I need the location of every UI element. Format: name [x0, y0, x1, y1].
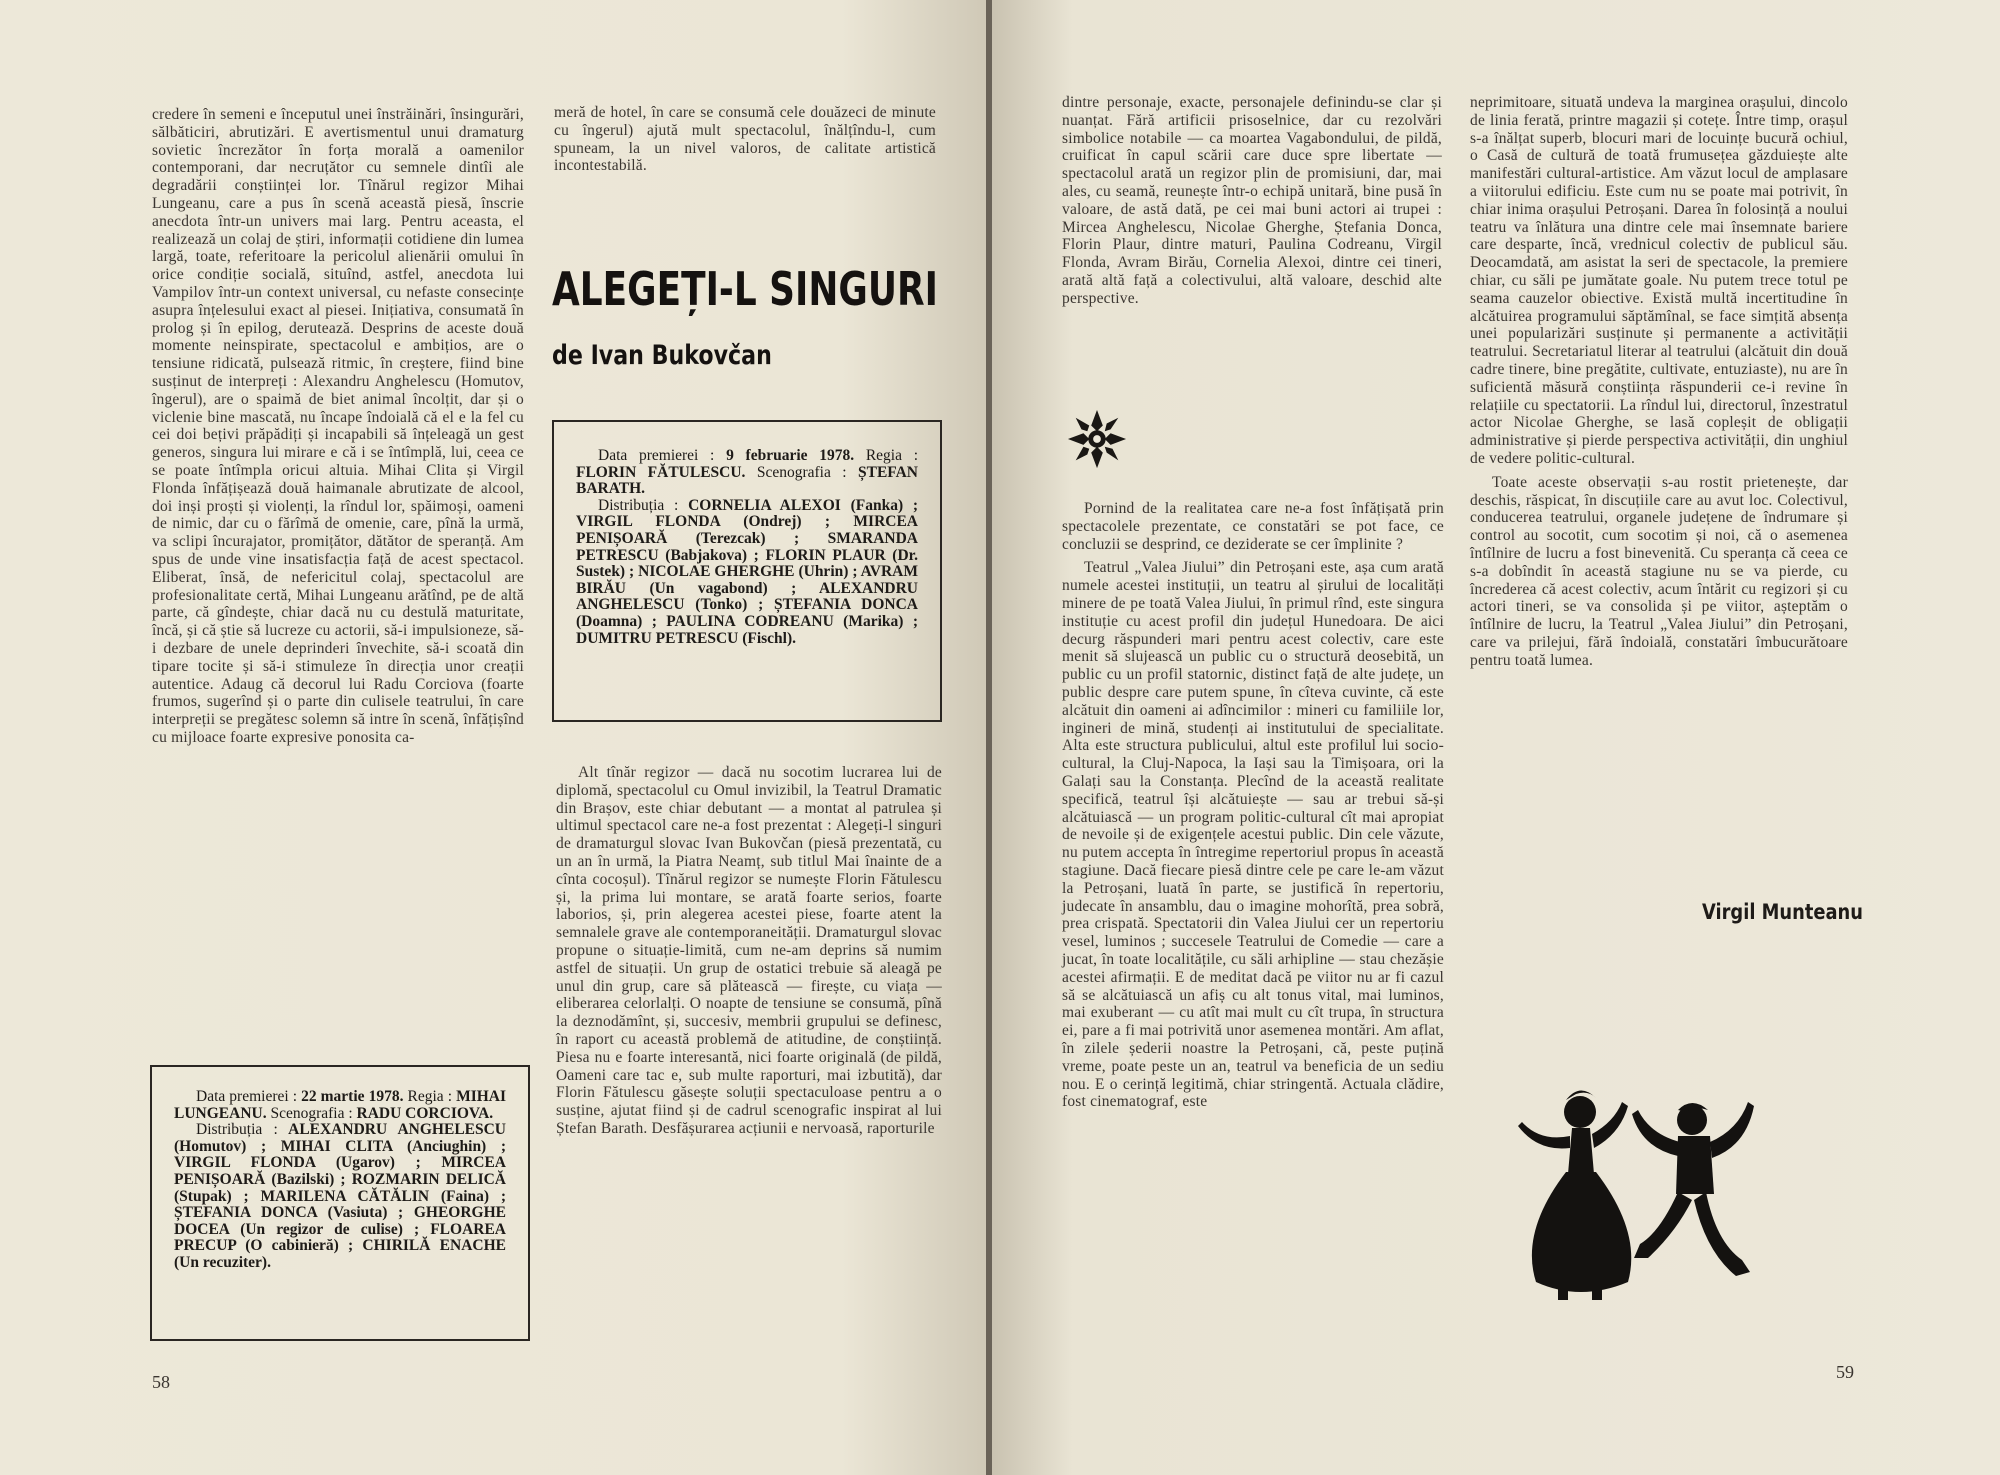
- right-column-1-top: [1062, 94, 1442, 314]
- left-page: [0, 0, 990, 1475]
- premiere-date: 9 februarie 1978.: [726, 447, 855, 464]
- author-signature: Virgil Munteanu: [1702, 900, 1863, 924]
- director-value: MIHAI LUNGEANU.: [174, 1088, 507, 1122]
- scenography-value: RADU CORCIOVA.: [356, 1104, 494, 1122]
- cast-label: Distribuția :: [196, 1121, 278, 1139]
- paragraph: Pornind de la realitatea care ne-a fost înfățișată prin spectacolele prezentate, ce constatări se pot face, ce concluzii se desprind, ce deziderate se cer împlinite ?: [1062, 500, 1444, 553]
- premiere-date: 22 martie 1978.: [301, 1088, 404, 1105]
- article-title: ALEGEȚI-L SINGURI: [552, 262, 938, 316]
- paragraph: neprimitoare, situată undeva la marginea orașului, dincolo de linia ferată, printre magazii și cotețe. Între timp, orașul s-a înălțat superb, blocuri mari de locuințe bucură ochiul, o Casă de cultură de toată frumusețea găzduiește alte manifestări cultural-artistice. Am văzut locul de amplasare a viitorului edificiu. Este cum nu se poate mai potrivit, în chiar inima orașului Petroșani. Darea în folosință a noului teatru va înlătura una dintre cele mai însemnate bariere care desparte, încă, vrednicul colectiv de publicul său. Deocamdată, am asistat la seri de spectacole, la premiere chiar, cu săli pe jumătate goale. Nu putem trece totul pe seama cauzelor obiective. Există multă incertitudine în alcătuirea programului săptămînal, se face simțită absența unei popularizări susținute și permanente a activității teatrului. Secretariatul literar al teatrului (alcătuit din două cadre tinere, bine pregătite, cultivate, entuziaste), nu are în suficientă măsură conștiința răspunderii ce-i revine în relațiile cu spectatorii. La rîndul lui, directorul, înzestratul actor Nicolae Gherghe, se lasă copleșit de obligații administrative și pierde perspectiva activității, din unghiul de vedere politic-cultural.: [1470, 94, 1848, 467]
- left-column-1: [152, 106, 524, 753]
- paragraph: Teatrul „Valea Jiului” din Petroșani este, așa cum arată numele acestei instituții, un teatru al șirului de localități minere de pe toată Valea Jiului, în primul rînd, este singura instituție cu acest profil din județul Hunedoara. De aici decurg răspunderi mari pentru acest colectiv, care este menit să slujească un public cu o structură deosebită, un public cu un profil statornic, distinct față de alte județe, un public despre care putem spune, în cîteva cuvinte, că este alcătuit din oameni ai adîncimilor : mineri cu familiile lor, ingineri de mină, studenți ai institutului de specialitate. Alta este structura publicului, altul este profilul lui socio-cultural, la Cluj-Napoca, la Iași sau la Timișoara, ori la Galați sau la Constanța. Plecînd de la această realitate specifică, teatrul își alcătuiește — sau ar trebui să-și alcătuiască — un program politic-cultural cît mai apropiat de nevoile și de exigențele acestui public. Din cele văzute, nu putem accepta în întregime repertoriul propus în această stagiune. Dacă fiecare piesă dintre cele pe care le-am văzut la Petroșani, luată în parte, se justifică în repertoriu, judecate în ansamblu, dau o imagine mohorîtă, prea sobră, prea crispată. Spectatorii din Valea Jiului cer un repertoriu vesel, luminos ; succesele Teatrului de Comedie — care a jucat, în toate localitățile, cu săli arhipline — stau chezășie acestei afirmații. E de meditat dacă pe viitor nu ar fi cazul să se alcătuiască un afiș cu alt tonus vital, mai luminos, mai exuberant — cu atît mai mult cu cît trupa, în structura ei, pare a fi mai potrivită unor asemenea montări. Am aflat, în zilele șederii noastre la Petroșani, că, peste puțină vreme, poate peste un an, teatrul va beneficia de un sediu nou. E o cerință legitimă, chiar stringentă. Actuala clădire, fost cinematograf, este: [1062, 559, 1444, 1111]
- cast-box-2: [552, 420, 942, 722]
- right-page: [992, 0, 2000, 1475]
- director-label: Regia :: [407, 1088, 453, 1105]
- scenography-label: Scenografia :: [756, 463, 847, 481]
- right-column-2: [1470, 94, 1848, 676]
- cast-value: CORNELIA ALEXOI (Fanka) ; VIRGIL FLONDA (Ondrej) ; MIRCEA PENIȘOARĂ (Terezcak) ; SMARANDA PETRESCU (Babjakova) ; FLORIN PLAUR (Dr. Sustek) ; NICOLAE GHERGHE (Uhrin) ; AVRAM BIRĂU (Un vagabond) ; ALEXANDRU ANGHELESCU (Tonko) ; ȘTEFANIA DONCA (Doamna) ; PAULINA CODREANU (Marika) ; DUMITRU PETRESCU (Fischl).: [576, 496, 919, 647]
- premiere-label: Data premierei :: [598, 447, 715, 464]
- left-column-2-bottom: [556, 764, 942, 1144]
- left-column-2-top: [554, 104, 936, 181]
- paragraph: credere în semeni e începutul unei înstrăinări, însingurări, sălbăticiri, abrutizări. E avertismentul unui dramaturg sovietic încrezător în forța morală a oamenilor contemporani, dar necruțător cu semnele dintîi ale degradării conștiinței lor. Tînărul regizor Mihai Lungeanu, care a pus în scenă această piesă, înscrie anecdota într-un univers mai larg. Pentru aceasta, el realizează un colaj de știri, informații cotidiene din lumea largă, toate, referitoare la pericolul alienării omului în orice condiție socială, situînd, astfel, anecdota lui Vampilov într-un context universal, cu nefaste consecințe asupra înțelesului exact al piesei. Inițiativa, consumată în prolog și în epilog, derutează. Desprins de aceste două momente neinspirate, spectacolul e ambițios, are o tensiune ridicată, pulsează ritmic, în creștere, fiind bine susținut de interpreți : Alexandru Anghelescu (Homutov, îngerul), are o spaimă de biet animal încolțit, dar și o viclenie bine mascată, nu încape îndoială că el e la fel cu cei doi bețivi prăpădiți și incapabili să înțeleagă un gest generos, singura lui mirare e că i se întîmplă, lui, ceea ce se poate întîmpla oricui altuia. Mihai Clita și Virgil Flonda înfățișează două haimanale abrutizate de alcool, doi inși proști și violenți, la rîndul lor, spăimoși, oameni de nimic, dar cu o fărîmă de omenie, care, pînă la urmă, va sclipi încurajator, promițător, dătător de speranță. Am spus de unde vine insatisfacția față de acest spectacol. Eliberat, însă, de nefericitul colaj, spectacolul are profesionalitate certă, Mihai Lungeanu arătînd, pe de altă parte, că gîndește, chiar dacă nu cu destulă maturitate, încă, și că știe să lucreze cu actorii, să-i impulsioneze, să-i dezbare de unele deprinderi învechite, să-i scoată din tipare tocite și să-i stimuleze în direcția unor creații autentice. Adaug că decorul lui Radu Corciova (foarte frumos, sugerînd și o parte din culisele teatrului, în care interpreții se pregătesc solemn să intre în scenă, înfățișînd cu mijloace foarte expresive ponosita ca-: [152, 106, 524, 746]
- cast-value: ALEXANDRU ANGHELESCU (Homutov) ; MIHAI CLITA (Anciughin) ; VIRGIL FLONDA (Ugarov) ; MIRCEA PENIȘOARĂ (Bazilski) ; ROZMARIN DELICĂ (Stupak) ; MARILENA CĂTĂLIN (Faina) ; ȘTEFANIA DONCA (Vasiuta) ; GHEORGHE DOCEA (Un regizor de culise) ; FLOAREA PRECUP (O cabinieră) ; CHIRILĂ ENACHE (Un recuziter).: [174, 1121, 507, 1271]
- cast-box-1: [150, 1065, 530, 1341]
- cast-list: [576, 498, 918, 647]
- paragraph: Alt tînăr regizor — dacă nu socotim lucrarea lui de diplomă, spectacolul cu Omul invizibil, la Teatrul Dramatic din Brașov, este chiar debutant — a montat al patrulea și ultimul spectacol care ne-a fost prezentat : Alegeți-l singuri de dramaturgul slovac Ivan Bukovčan (piesă prezentată, cu un an în urmă, la Piatra Neamț, sub titlul Mai înainte de a cînta cocoșul). Tînărul regizor se numește Florin Fătulescu și, la prima lui montare, se arată foarte serios, foarte laborios, și, prin alegerea acestei piese, foarte atent la semnalele grave ale contemporaneității. Dramaturgul slovac propune o situație-limită, cum ne-am deprins să numim astfel de situații. Un grup de ostatici trebuie să aleagă pe unul din grup, care să plătească — firește, cu viața — eliberarea celorlalți. O noapte de tensiune se consumă, pînă la deznodămînt, și, succesiv, membrii grupului se definesc, în raport cu această problemă de atitudine, de conștiință. Piesa nu e foarte interesantă, nici foarte originală (de pildă, Oameni care tac e, sub multe raporturi, mai izbutită), dar Florin Fătulescu găsește soluții spectaculoase pentru a o susține, ajutat fiind și de cadrul scenografic inspirat al lui Ștefan Barath. Desfășurarea acțiunii e nervoasă, raporturile: [556, 764, 942, 1137]
- cast-info: [174, 1089, 506, 1122]
- scenography-label: Scenografia :: [270, 1104, 353, 1122]
- page-number: 58: [152, 1372, 170, 1392]
- paragraph: meră de hotel, în care se consumă cele douăzeci de minute cu îngerul) ajută mult spectacolul, înălțîndu-l, cum spuneam, la un nivel valoros, de calitate artistică incontestabilă.: [554, 104, 936, 175]
- article-author: de Ivan Bukovčan: [552, 340, 772, 371]
- paragraph: Toate aceste observații s-au rostit prietenește, dar deschis, răspicat, în discuțiile care au avut loc. Colectivul, conducerea teatrului, organele județene de îndrumare și control au socotit, cum socotim și noi, că o asemenea întîlnire de lucru a fost binevenită. Cu speranța că ceea ce s-a dobîndit în această stagiune nu se va pierde, cu încrederea că acest colectiv, acum întărit cu regizori și cu actori tineri, se va consolida și pe viitor, așteptăm o întîlnire de lucru, la Teatrul „Valea Jiului” din Petroșani, care va prilejui, fără îndoială, constatări îmbucurătoare pentru toată lumea.: [1470, 473, 1848, 669]
- scenography-value: ȘTEFAN BARATH.: [576, 463, 918, 498]
- flower-ornament-icon: [1066, 408, 1128, 470]
- dancers-illustration-icon: [1510, 1082, 1770, 1310]
- director-value: FLORIN FĂTULESCU.: [576, 463, 746, 481]
- cast-label: Distribuția :: [598, 496, 679, 514]
- right-column-1-bottom: [1062, 500, 1444, 1117]
- director-label: Regia :: [865, 447, 919, 464]
- paragraph: dintre personaje, exacte, personajele definindu-se clar și nuanțat. Fără artificii prisoselnice, dar cu rezolvări simbolice notabile — ca moartea Vagabondului, de pildă, cruificat în capul scării care duce spre libertate — spectacolul arată un regizor plin de promisiuni, dar, mai ales, cu seamă, reunește într-o echipă unitară, bine pusă în valoare, de astă dată, pe cei mai buni actori ai trupei : Mircea Anghelescu, Nicolae Gherghe, Ștefania Donca, Florin Plaur, dintre maturi, Paulina Codreanu, Virgil Flonda, Avram Birău, Cornelia Alexoi, dintre cei tineri, arată altă față a colectivului, altă valoare, deschid alte perspective.: [1062, 94, 1442, 307]
- cast-info: [576, 448, 918, 498]
- premiere-label: Data premierei :: [196, 1088, 298, 1105]
- page-number: 59: [1836, 1362, 1854, 1382]
- cast-list: [174, 1122, 506, 1271]
